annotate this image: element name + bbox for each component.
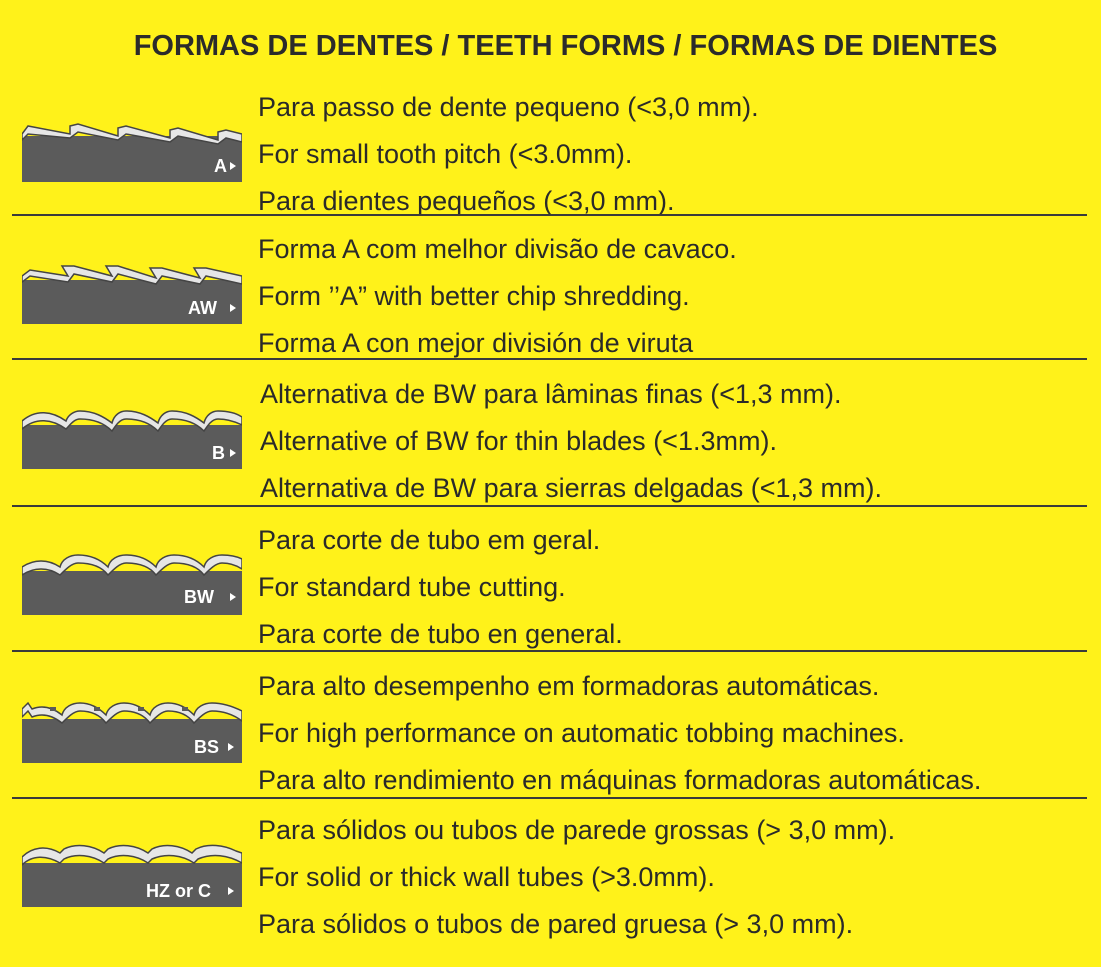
tooth-form-row-bs — [12, 663, 1087, 793]
blade-code-label: BW — [184, 587, 214, 607]
blade-code-label: A — [214, 156, 227, 176]
desc-en: For small tooth pitch (<3.0mm). — [258, 139, 633, 169]
desc-pt: Para alto desempenho em formadoras automáticas. — [258, 671, 880, 701]
row-divider — [12, 797, 1087, 799]
blade-b-icon — [22, 399, 242, 471]
tooth-form-row-hz — [12, 807, 1087, 947]
row-divider — [12, 505, 1087, 507]
tooth-form-row-a — [12, 84, 1087, 214]
blade-code-label: B — [212, 443, 225, 463]
blade-hz-icon — [22, 835, 242, 911]
page-title: FORMAS DE DENTES / TEETH FORMS / FORMAS DE DIENTES — [133, 30, 998, 62]
tooth-form-row-aw — [12, 226, 1087, 356]
desc-en: For high performance on automatic tobbing machines. — [258, 718, 905, 748]
row-divider — [12, 358, 1087, 360]
row-divider — [12, 650, 1087, 652]
blade-code-label: BS — [194, 737, 220, 757]
desc-pt: Para corte de tubo em geral. — [258, 525, 601, 555]
desc-es: Para corte de tubo en general. — [258, 619, 623, 649]
desc-es: Para sólidos o tubos de pared gruesa (> 3,0 mm). — [258, 909, 854, 939]
desc-es: Para alto rendimiento en máquinas formadoras automáticas. — [258, 765, 982, 795]
desc-pt: Para passo de dente pequeno (<3,0 mm). — [258, 92, 759, 122]
blade-code-label: AW — [188, 298, 217, 318]
desc-en: For standard tube cutting. — [258, 572, 566, 602]
desc-en: For solid or thick wall tubes (>3.0mm). — [258, 862, 715, 892]
tooth-form-row-b — [12, 371, 1087, 501]
blade-a-icon — [22, 112, 242, 184]
desc-en: Alternative of BW for thin blades (<1.3mm). — [260, 426, 777, 456]
row-divider — [12, 214, 1087, 216]
tooth-form-row-bw — [12, 517, 1087, 647]
desc-pt: Forma A com melhor divisão de cavaco. — [258, 234, 737, 264]
desc-en: Form ’’A” with better chip shredding. — [258, 281, 690, 311]
desc-es: Alternativa de BW para sierras delgadas (<1,3 mm). — [260, 473, 883, 503]
blade-bs-icon — [22, 691, 242, 767]
blade-bw-icon — [22, 547, 242, 619]
blade-aw-icon — [22, 256, 242, 328]
desc-pt: Para sólidos ou tubos de parede grossas (> 3,0 mm). — [258, 815, 896, 845]
desc-pt: Alternativa de BW para lâminas finas (<1,3 mm). — [260, 379, 842, 409]
desc-es: Forma A con mejor división de viruta — [258, 328, 694, 358]
desc-es: Para dientes pequeños (<3,0 mm). — [258, 186, 675, 216]
blade-code-label: HZ or C — [146, 881, 211, 901]
